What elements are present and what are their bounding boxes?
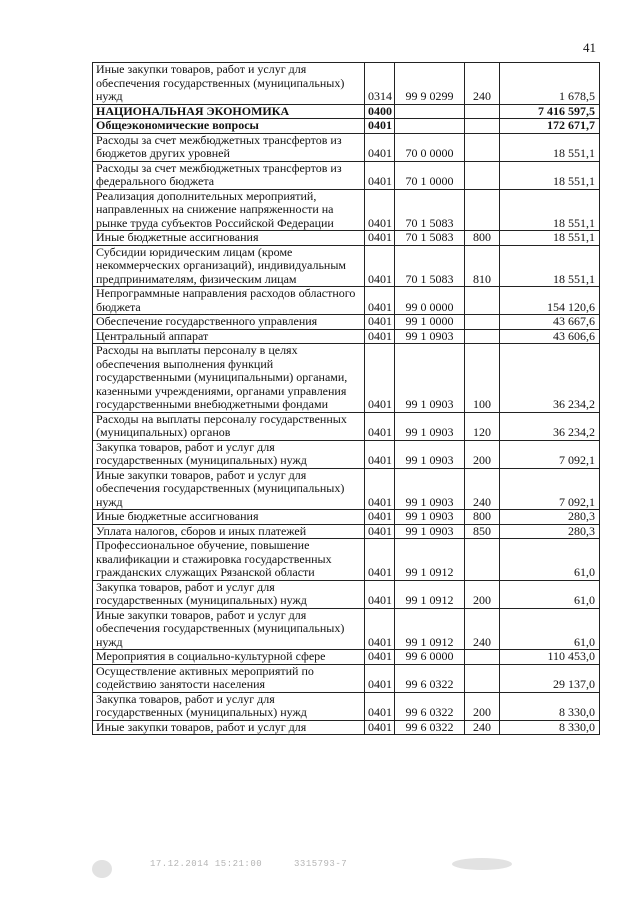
table-row	[93, 104, 600, 119]
cell-article: 70 1 5083	[395, 231, 465, 246]
table-row	[93, 524, 600, 539]
cell-section: 0401	[365, 692, 395, 720]
cell-name: Осуществление активных мероприятий по содействию занятости населения	[93, 664, 365, 692]
cell-section: 0401	[365, 245, 395, 287]
cell-article: 99 1 0903	[395, 468, 465, 510]
scan-mark	[92, 860, 112, 878]
cell-article: 70 0 0000	[395, 133, 465, 161]
cell-amount: 36 234,2	[500, 412, 600, 440]
table-row	[93, 468, 600, 510]
cell-amount: 36 234,2	[500, 344, 600, 413]
table-row	[93, 329, 600, 344]
cell-vtype: 800	[465, 231, 500, 246]
table-row	[93, 650, 600, 665]
table-row	[93, 344, 600, 413]
cell-amount: 18 551,1	[500, 245, 600, 287]
cell-amount: 280,3	[500, 524, 600, 539]
cell-section: 0401	[365, 329, 395, 344]
cell-name: Мероприятия в социально-культурной сфере	[93, 650, 365, 665]
table-row	[93, 510, 600, 525]
cell-article: 99 6 0322	[395, 664, 465, 692]
cell-name: Расходы на выплаты персоналу в целях обеспечения выполнения функций государственными (муниципальными) органами, казенными учреждениями, органами управления государственными внебюджетными фондами	[93, 344, 365, 413]
cell-vtype: 240	[465, 608, 500, 650]
cell-section: 0401	[365, 161, 395, 189]
cell-vtype	[465, 133, 500, 161]
cell-amount: 18 551,1	[500, 161, 600, 189]
cell-name: Закупка товаров, работ и услуг для государственных (муниципальных) нужд	[93, 440, 365, 468]
cell-name: Непрограммные направления расходов областного бюджета	[93, 287, 365, 315]
cell-vtype	[465, 650, 500, 665]
cell-article: 99 1 0903	[395, 329, 465, 344]
cell-amount: 8 330,0	[500, 692, 600, 720]
cell-name: Иные закупки товаров, работ и услуг для	[93, 720, 365, 735]
cell-amount: 8 330,0	[500, 720, 600, 735]
footer-doc-id: 3315793-7	[294, 859, 348, 869]
cell-vtype: 120	[465, 412, 500, 440]
cell-amount: 43 606,6	[500, 329, 600, 344]
cell-article: 99 1 0912	[395, 608, 465, 650]
table-row	[93, 720, 600, 735]
cell-vtype: 240	[465, 468, 500, 510]
cell-name: Иные закупки товаров, работ и услуг для обеспечения государственных (муниципальных) нужд	[93, 63, 365, 105]
table-row	[93, 231, 600, 246]
cell-vtype: 810	[465, 245, 500, 287]
cell-name: Иные закупки товаров, работ и услуг для обеспечения государственных (муниципальных) нужд	[93, 468, 365, 510]
table-row	[93, 692, 600, 720]
cell-article: 99 1 0912	[395, 539, 465, 581]
cell-article: 99 6 0322	[395, 720, 465, 735]
cell-article: 70 1 5083	[395, 245, 465, 287]
cell-amount: 18 551,1	[500, 189, 600, 231]
cell-section: 0400	[365, 104, 395, 119]
cell-name: Профессиональное обучение, повышение квалификации и стажировка государственных гражданских служащих Рязанской области	[93, 539, 365, 581]
cell-section: 0401	[365, 524, 395, 539]
cell-vtype	[465, 315, 500, 330]
table-row	[93, 440, 600, 468]
cell-article: 70 1 0000	[395, 161, 465, 189]
cell-section: 0401	[365, 580, 395, 608]
cell-article: 99 1 0903	[395, 510, 465, 525]
cell-amount: 154 120,6	[500, 287, 600, 315]
table-row	[93, 664, 600, 692]
cell-vtype	[465, 119, 500, 134]
cell-name: Обеспечение государственного управления	[93, 315, 365, 330]
footer-timestamp: 17.12.2014 15:21:00	[150, 859, 263, 869]
cell-article: 99 1 0903	[395, 524, 465, 539]
cell-section: 0401	[365, 608, 395, 650]
cell-vtype	[465, 329, 500, 344]
cell-section: 0401	[365, 412, 395, 440]
cell-section: 0401	[365, 133, 395, 161]
table-row	[93, 119, 600, 134]
table-row	[93, 189, 600, 231]
cell-vtype	[465, 161, 500, 189]
cell-article	[395, 104, 465, 119]
cell-name: Уплата налогов, сборов и иных платежей	[93, 524, 365, 539]
cell-article: 99 1 0903	[395, 412, 465, 440]
cell-section: 0401	[365, 440, 395, 468]
cell-vtype: 200	[465, 692, 500, 720]
cell-article: 70 1 5083	[395, 189, 465, 231]
cell-vtype: 200	[465, 440, 500, 468]
cell-name: Субсидии юридическим лицам (кроме некоммерческих организаций), индивидуальным предпринимателям, физическим лицам	[93, 245, 365, 287]
cell-amount: 172 671,7	[500, 119, 600, 134]
cell-name: НАЦИОНАЛЬНАЯ ЭКОНОМИКА	[93, 104, 365, 119]
cell-name: Центральный аппарат	[93, 329, 365, 344]
cell-amount: 7 092,1	[500, 468, 600, 510]
cell-article	[395, 119, 465, 134]
cell-name: Закупка товаров, работ и услуг для государственных (муниципальных) нужд	[93, 580, 365, 608]
cell-section: 0401	[365, 344, 395, 413]
cell-amount: 61,0	[500, 539, 600, 581]
cell-name: Реализация дополнительных мероприятий, направленных на снижение напряженности на рынке труда субъектов Российской Федерации	[93, 189, 365, 231]
table-row	[93, 63, 600, 105]
cell-amount: 61,0	[500, 608, 600, 650]
table-row	[93, 133, 600, 161]
cell-article: 99 6 0000	[395, 650, 465, 665]
page-number: 41	[583, 40, 596, 55]
cell-name: Расходы на выплаты персоналу государственных (муниципальных) органов	[93, 412, 365, 440]
budget-table	[92, 62, 600, 735]
cell-article: 99 1 0000	[395, 315, 465, 330]
cell-name: Иные закупки товаров, работ и услуг для обеспечения государственных (муниципальных) нужд	[93, 608, 365, 650]
cell-vtype: 240	[465, 720, 500, 735]
cell-section: 0401	[365, 231, 395, 246]
table-row	[93, 608, 600, 650]
cell-amount: 29 137,0	[500, 664, 600, 692]
cell-section: 0401	[365, 720, 395, 735]
footer-stamp	[150, 859, 373, 869]
cell-section: 0401	[365, 119, 395, 134]
cell-amount: 61,0	[500, 580, 600, 608]
cell-amount: 43 667,6	[500, 315, 600, 330]
cell-article: 99 9 0299	[395, 63, 465, 105]
cell-vtype	[465, 287, 500, 315]
table-body	[93, 63, 600, 735]
cell-amount: 7 416 597,5	[500, 104, 600, 119]
scan-mark	[452, 858, 512, 870]
cell-name: Расходы за счет межбюджетных трансфертов из бюджетов других уровней	[93, 133, 365, 161]
cell-amount: 280,3	[500, 510, 600, 525]
cell-name: Общеэкономические вопросы	[93, 119, 365, 134]
cell-article: 99 1 0903	[395, 440, 465, 468]
cell-amount: 1 678,5	[500, 63, 600, 105]
table-row	[93, 539, 600, 581]
cell-article: 99 0 0000	[395, 287, 465, 315]
cell-amount: 7 092,1	[500, 440, 600, 468]
cell-amount: 110 453,0	[500, 650, 600, 665]
table-row	[93, 315, 600, 330]
cell-section: 0401	[365, 539, 395, 581]
cell-vtype	[465, 539, 500, 581]
cell-vtype: 100	[465, 344, 500, 413]
cell-amount: 18 551,1	[500, 231, 600, 246]
cell-section: 0314	[365, 63, 395, 105]
table-row	[93, 580, 600, 608]
cell-amount: 18 551,1	[500, 133, 600, 161]
cell-vtype: 850	[465, 524, 500, 539]
cell-vtype	[465, 104, 500, 119]
cell-vtype: 800	[465, 510, 500, 525]
cell-name: Иные бюджетные ассигнования	[93, 231, 365, 246]
cell-section: 0401	[365, 510, 395, 525]
cell-article: 99 6 0322	[395, 692, 465, 720]
cell-section: 0401	[365, 189, 395, 231]
cell-section: 0401	[365, 287, 395, 315]
cell-article: 99 1 0912	[395, 580, 465, 608]
cell-name: Иные бюджетные ассигнования	[93, 510, 365, 525]
cell-article: 99 1 0903	[395, 344, 465, 413]
cell-vtype	[465, 664, 500, 692]
table-row	[93, 412, 600, 440]
cell-vtype: 240	[465, 63, 500, 105]
cell-vtype: 200	[465, 580, 500, 608]
table-row	[93, 287, 600, 315]
cell-section: 0401	[365, 468, 395, 510]
cell-section: 0401	[365, 650, 395, 665]
cell-vtype	[465, 189, 500, 231]
cell-section: 0401	[365, 664, 395, 692]
cell-section: 0401	[365, 315, 395, 330]
table-row	[93, 245, 600, 287]
cell-name: Расходы за счет межбюджетных трансфертов из федерального бюджета	[93, 161, 365, 189]
table-row	[93, 161, 600, 189]
cell-name: Закупка товаров, работ и услуг для государственных (муниципальных) нужд	[93, 692, 365, 720]
